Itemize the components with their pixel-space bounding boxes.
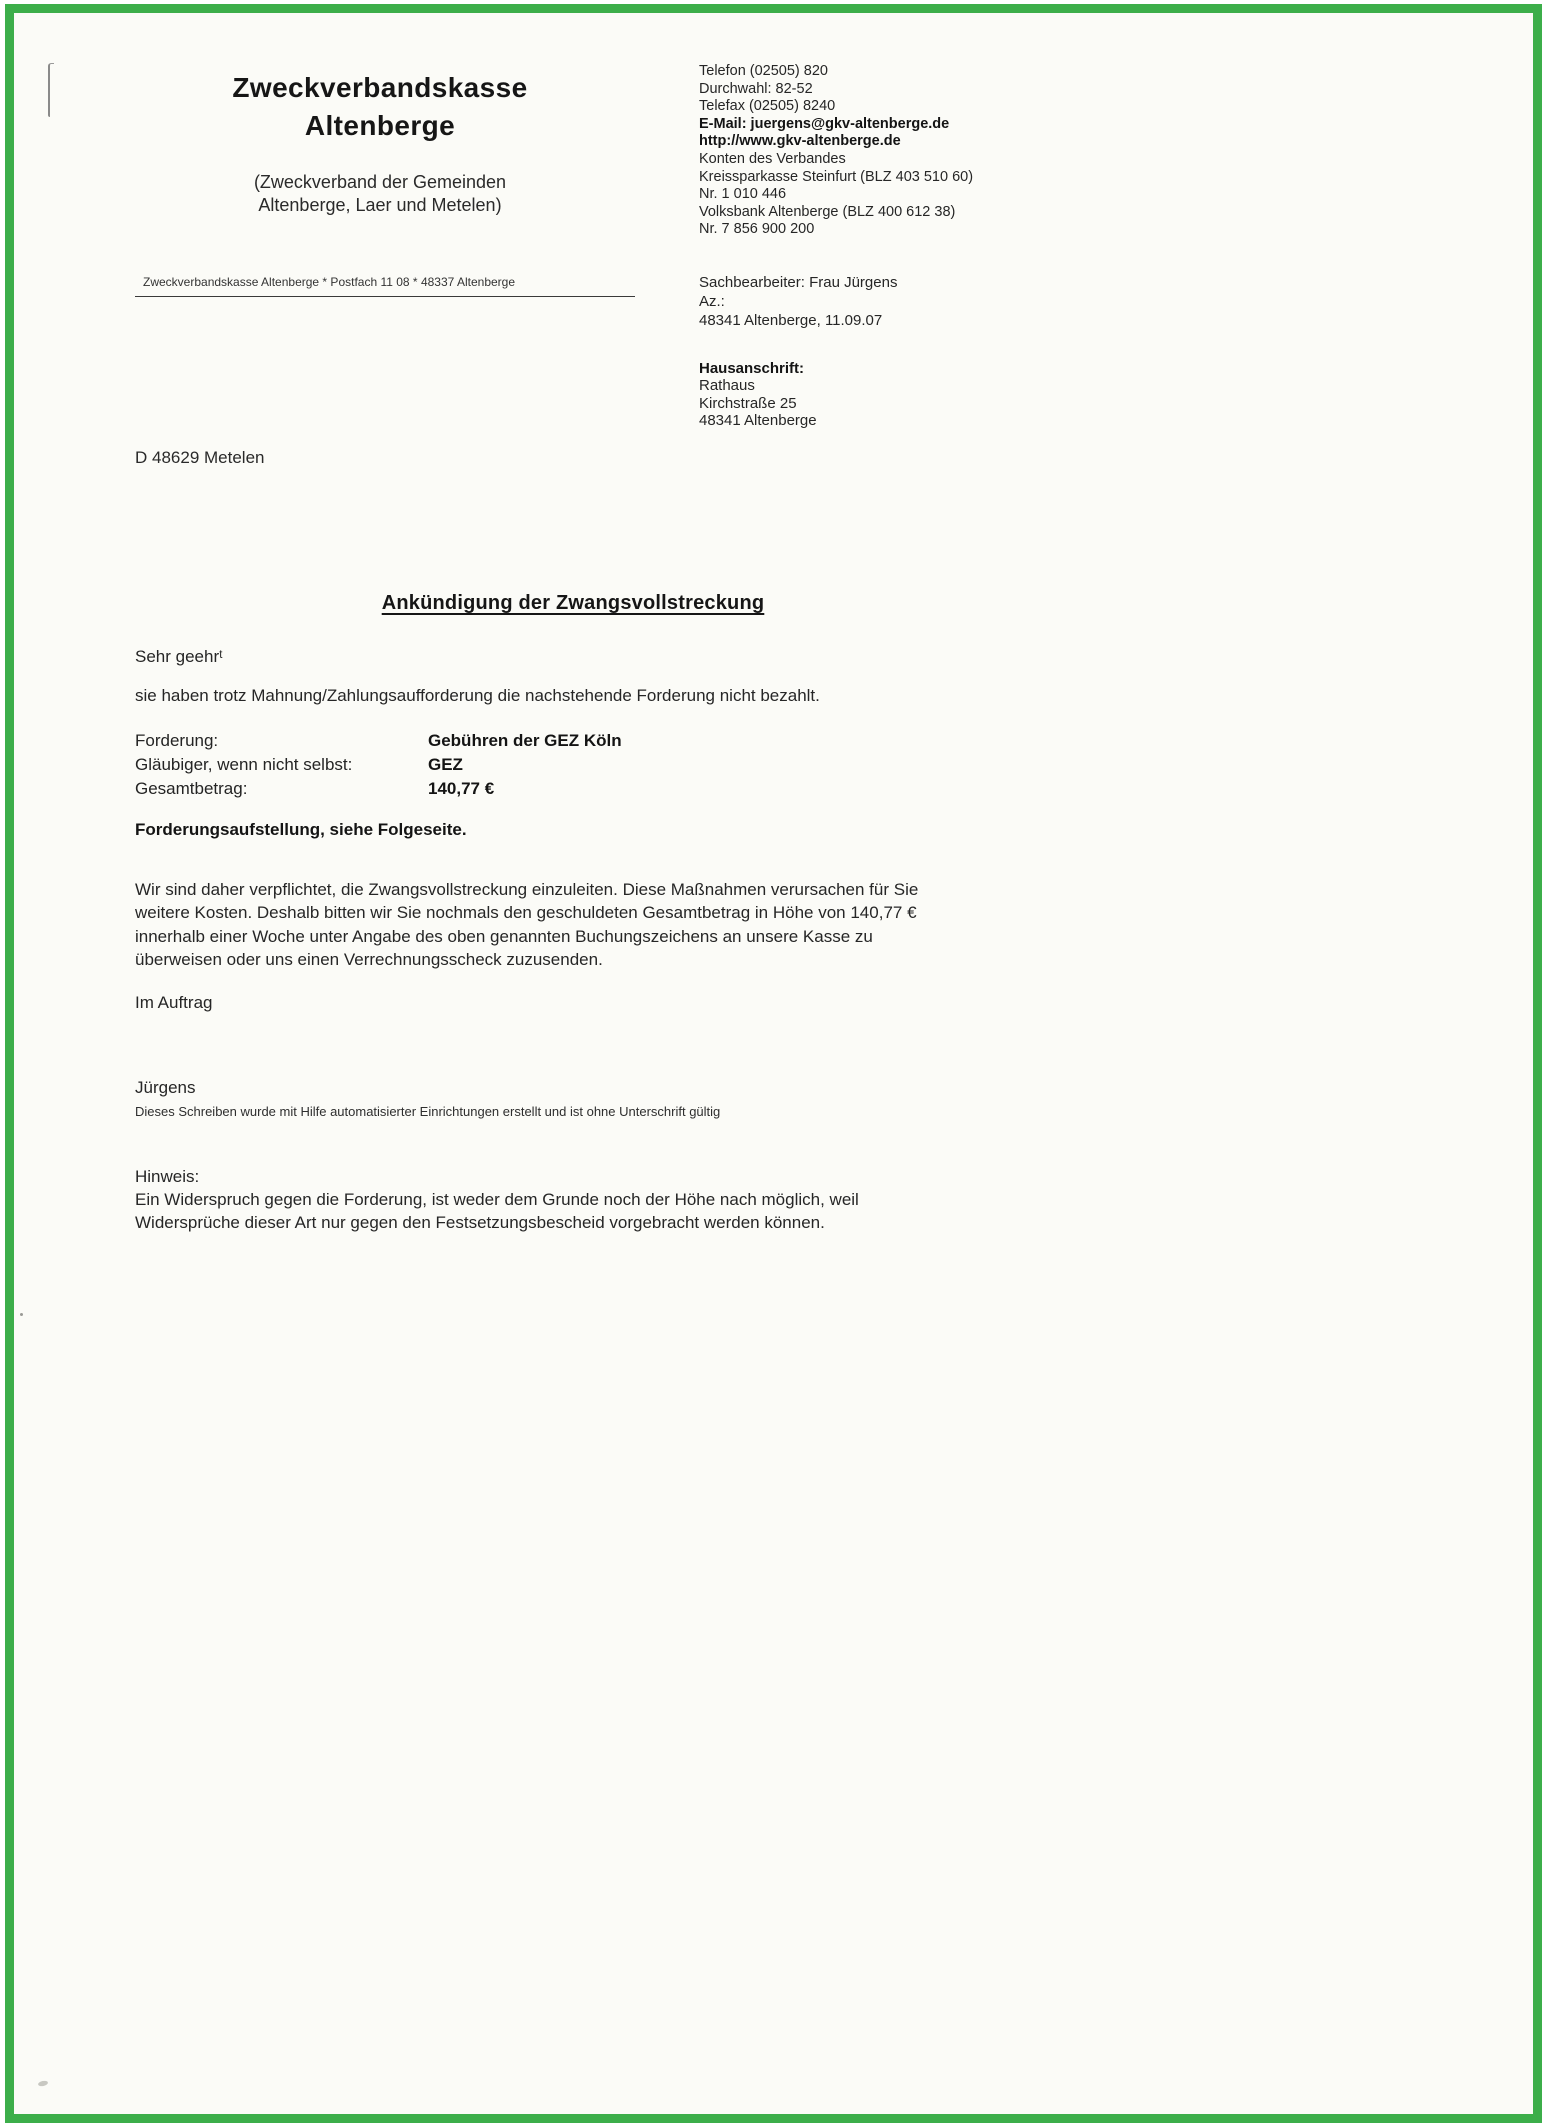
contact-line-durchwahl: Durchwahl: 82-52	[699, 80, 813, 97]
hausanschrift-block	[699, 360, 897, 430]
forderungsaufstellung-note: Forderungsaufstellung, siehe Folgeseite.	[135, 819, 467, 839]
main-paragraph	[135, 878, 1463, 972]
main-paragraph-line: Wir sind daher verpflichtet, die Zwangsvollstreckung einzuleiten. Diese Maßnahmen verursachen für Sie	[135, 879, 919, 899]
claim-table	[135, 729, 622, 801]
letterhead	[135, 63, 1463, 239]
contact-line-bank1: Kreissparkasse Steinfurt (BLZ 403 510 60)	[699, 168, 974, 185]
contact-line-bank1-nr: Nr. 1 010 446	[699, 186, 787, 203]
case-info-aktenzeichen: Az.:	[699, 292, 725, 310]
hausanschrift-label: Hausanschrift:	[699, 359, 805, 377]
case-info-sachbearbeiter: Sachbearbeiter: Frau Jürgens	[699, 273, 898, 291]
signature-name: Jürgens	[135, 1078, 196, 1098]
address-left-column	[135, 273, 699, 430]
title-wrap	[135, 592, 1011, 615]
hausanschrift-line: Rathaus	[699, 377, 755, 395]
hinweis-line: Ein Widerspruch gegen die Forderung, ist weder dem Grunde noch der Höhe nach möglich, weil	[135, 1189, 859, 1209]
hinweis-line: Widersprüche dieser Art nur gegen den Festsetzungsbescheid vorgebracht werden können.	[135, 1213, 825, 1233]
claim-row-forderung	[135, 729, 622, 753]
scan-artifact-smudge	[38, 2080, 49, 2087]
org-name	[135, 69, 625, 145]
org-subtitle-line2: Altenberge, Laer und Metelen)	[258, 195, 502, 215]
hausanschrift-line: Kirchstraße 25	[699, 394, 797, 412]
contact-line-konten: Konten des Verbandes	[699, 150, 846, 167]
contact-line-telefon: Telefon (02505) 820	[699, 63, 828, 79]
contact-line-bank2-nr: Nr. 7 856 900 200	[699, 221, 815, 238]
org-subtitle-line1: (Zweckverband der Gemeinden	[253, 172, 507, 192]
claim-value: Gebühren der GEZ Köln	[428, 730, 622, 750]
scanned-letter-page	[5, 4, 1542, 2123]
org-block	[135, 63, 625, 217]
letter-title: Ankündigung der Zwangsvollstreckung	[381, 591, 765, 614]
main-paragraph-line: innerhalb einer Woche unter Angabe des oben genannten Buchungszeichens an unsere Kasse zu	[135, 926, 873, 946]
signature-note: Dieses Schreiben wurde mit Hilfe automatisierter Einrichtungen erstellt und ist ohne Unterschrift gültig	[135, 1103, 721, 1119]
org-name-line2: Altenberge	[304, 110, 456, 141]
contact-line-website: http://www.gkv-altenberge.de	[699, 133, 901, 150]
case-info-ort-datum: 48341 Altenberge, 11.09.07	[699, 311, 883, 329]
main-paragraph-line: überweisen oder uns einen Verrechnungsscheck zuzusenden.	[135, 950, 603, 970]
claim-value: 140,77 €	[428, 778, 495, 798]
claim-label: Gläubiger, wenn nicht selbst:	[135, 754, 353, 774]
contact-block	[699, 63, 1029, 239]
claim-label: Gesamtbetrag:	[135, 778, 248, 798]
org-subtitle	[135, 171, 625, 217]
scan-artifact-dot	[20, 1313, 23, 1316]
case-info-block	[699, 273, 897, 430]
claim-label: Forderung:	[135, 730, 219, 750]
claim-row-glaeubiger	[135, 753, 622, 777]
hinweis-block	[135, 1165, 1463, 1235]
hinweis-label: Hinweis:	[135, 1166, 200, 1186]
letter-content	[14, 13, 1533, 1235]
claim-row-gesamtbetrag	[135, 777, 622, 801]
contact-line-email: E-Mail: juergens@gkv-altenberge.de	[699, 115, 950, 132]
sender-return-address: Zweckverbandskasse Altenberge * Postfach 11 08 * 48337 Altenberge	[135, 275, 635, 297]
main-paragraph-line: weitere Kosten. Deshalb bitten wir Sie nochmals den geschuldeten Gesamtbetrag in Höhe von 140,77 €	[135, 903, 917, 923]
salutation: Sehr geehrᵗ	[135, 646, 223, 666]
claim-value: GEZ	[428, 754, 463, 774]
contact-line-telefax: Telefax (02505) 8240	[699, 98, 836, 115]
hausanschrift-line: 48341 Altenberge	[699, 412, 817, 430]
address-row	[135, 273, 1463, 430]
org-name-line1: Zweckverbandskasse	[232, 72, 528, 103]
recipient-address: D 48629 Metelen	[135, 447, 265, 467]
contact-line-bank2: Volksbank Altenberge (BLZ 400 612 38)	[699, 203, 956, 220]
intro-paragraph: sie haben trotz Mahnung/Zahlungsaufforderung die nachstehende Forderung nicht bezahlt.	[135, 686, 820, 706]
closing: Im Auftrag	[135, 992, 213, 1012]
